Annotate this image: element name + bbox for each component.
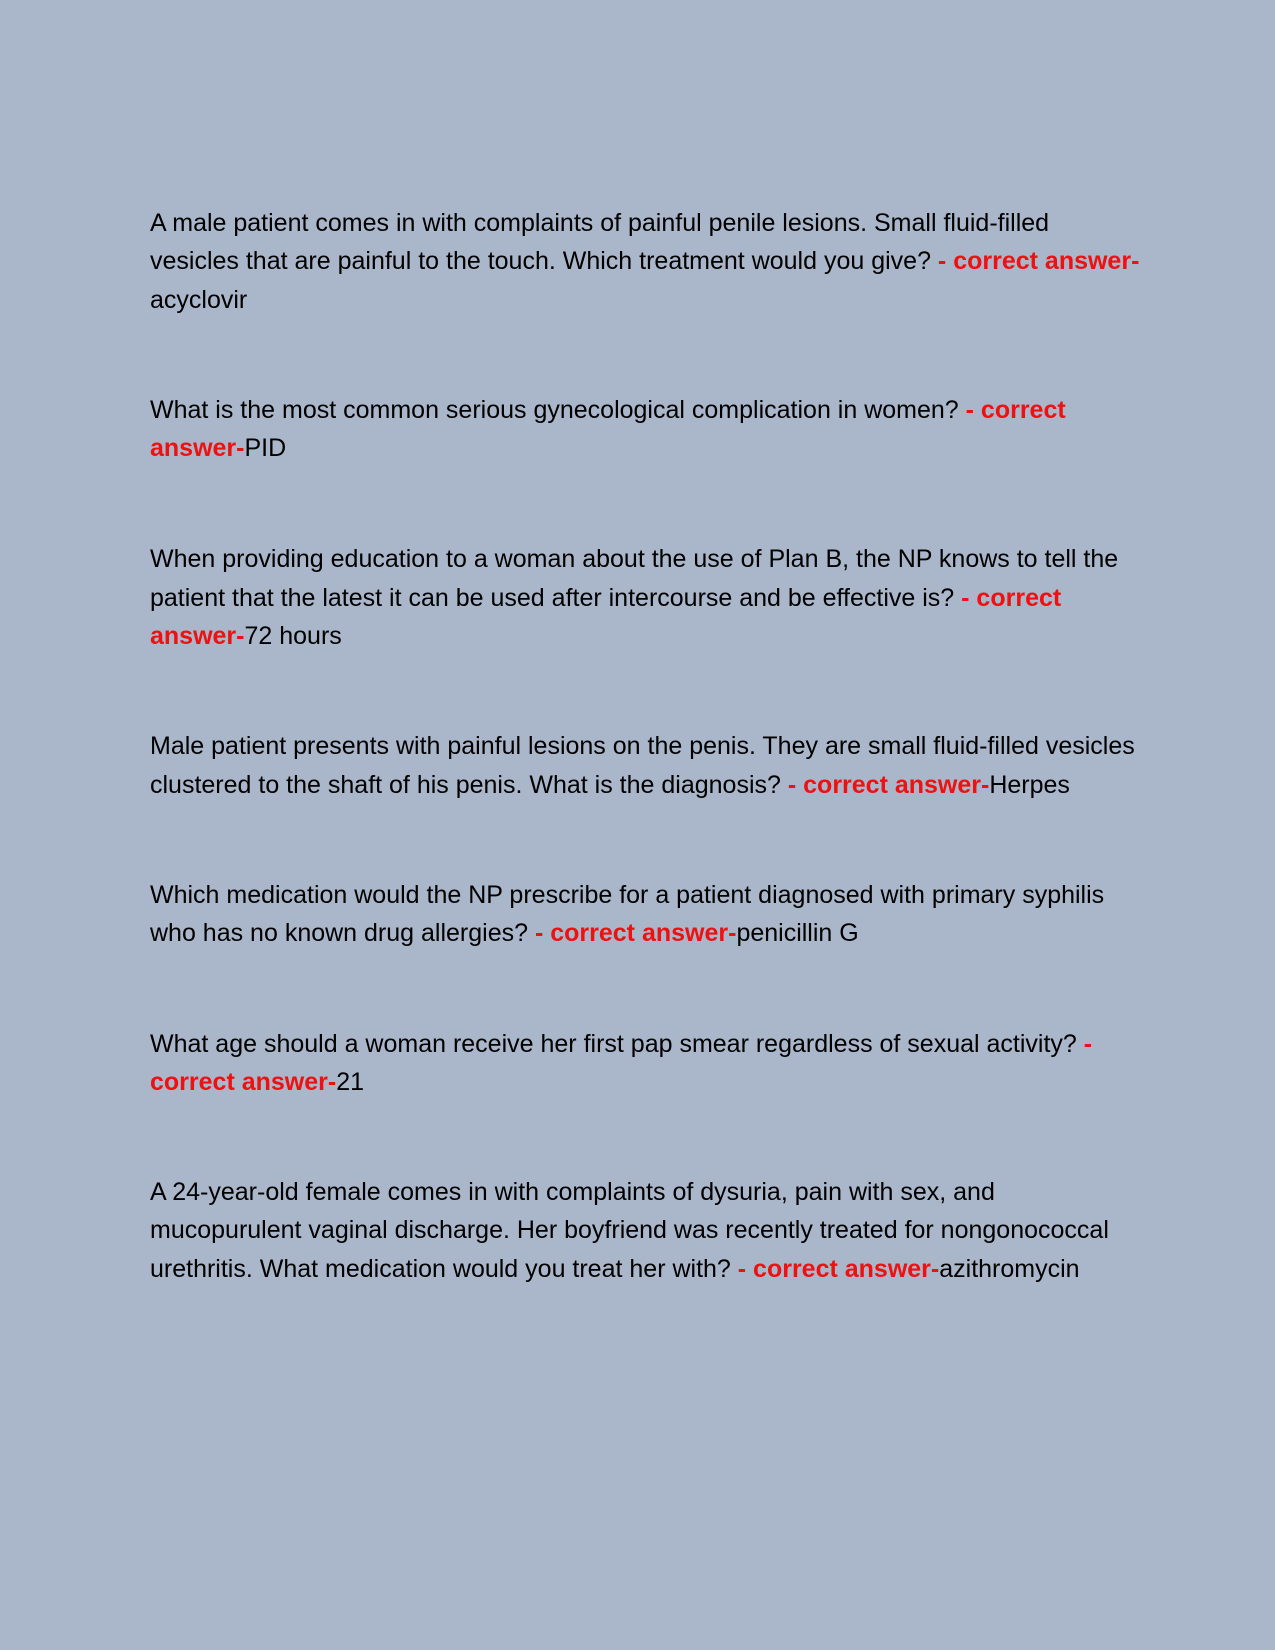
qa-item [150,204,1140,319]
correct-answer-marker: - correct answer- [730,1254,940,1283]
qa-item [150,391,1140,468]
question-text: A 24-year-old female comes in with complaints of dysuria, pain with sex, and mucopurulent vaginal discharge. Her boyfriend was recently treated for nongonococcal urethritis. What medication would you treat her with? [150,1178,1109,1283]
answer-text: 21 [336,1067,365,1096]
question-text: A male patient comes in with complaints of painful penile lesions. Small fluid-filled vesicles that are painful to the touch. Which treatment would you give? [150,209,1050,276]
correct-answer-marker: - correct answer- [150,395,1066,463]
answer-text: Herpes [989,770,1070,799]
answer-text: 72 hours [244,622,342,651]
document-page [150,204,1140,1360]
answer-text: azithromycin [939,1254,1080,1283]
qa-item [150,876,1140,953]
question-text: Male patient presents with painful lesions on the penis. They are small fluid-filled vesicles clustered to the shaft of his penis. What is the diagnosis? [150,732,1135,799]
correct-answer-marker: - correct answer- [528,919,737,948]
question-text: What is the most common serious gynecological complication in women? [150,395,959,424]
correct-answer-marker: - correct answer- [150,1029,1093,1096]
qa-item [150,727,1140,804]
question-text: Which medication would the NP prescribe for a patient diagnosed with primary syphilis who has no known drug allergies? [150,880,1105,948]
correct-answer-marker: - correct answer- [150,583,1062,651]
answer-text: penicillin G [736,919,859,948]
question-text: When providing education to a woman about the use of Plan B, the NP knows to tell the patient that the latest it can be used after intercourse and be effective is? [150,545,1119,612]
correct-answer-marker: - correct answer- [930,247,1140,276]
answer-text: PID [244,434,287,463]
answer-text: acyclovir [150,285,248,314]
question-text: What age should a woman receive her first pap smear regardless of sexual activity? [150,1029,1077,1058]
qa-item [150,1025,1140,1102]
qa-item [150,1173,1140,1288]
qa-item [150,540,1140,655]
correct-answer-marker: - correct answer- [780,770,990,799]
